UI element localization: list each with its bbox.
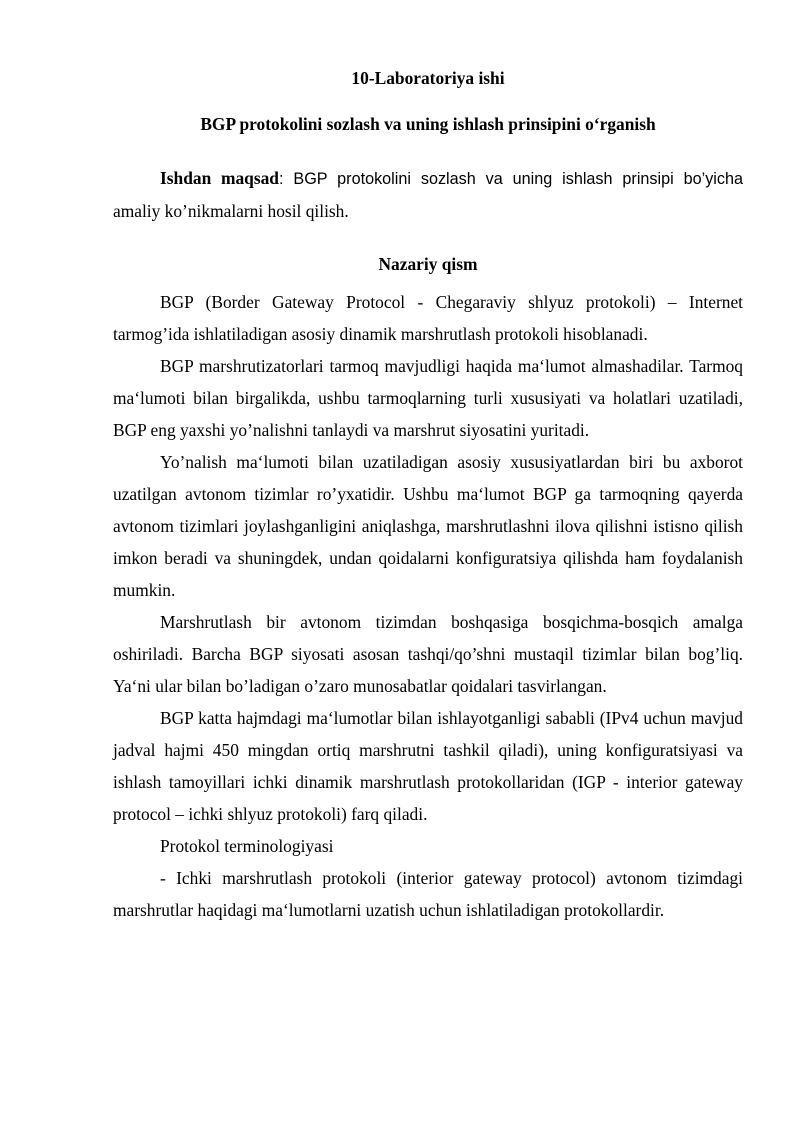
aim-separator: : <box>278 170 294 188</box>
paragraph-routing-steps: Marshrutlash bir avtonom tizimdan boshqasiga bosqichma-bosqich amalga oshiriladi. Barcha BGP siyosati asosan tashqi/qo’shni mustaqil tizimlar bilan bog’liq. Ya‘ni ular bilan bo’ladigan o’zaro munosabatlar qoidalari tasvirlangan. <box>113 612 743 696</box>
aim-paragraph <box>113 162 743 227</box>
document-page <box>113 64 743 926</box>
paragraph-bgp-routers: BGP marshrutizatorlari tarmoq mavjudligi haqida ma‘lumot almashadilar. Tarmoq ma‘lumoti bilan birgalikda, ushbu tarmoqlarning turli xususiyati va holatlari uzatiladi, BGP eng yaxshi yo’nalishni tanlaydi va marshrut siyosatini yuritadi. <box>113 356 743 440</box>
paragraph-terminology-heading: Protokol terminologiyasi <box>160 836 334 856</box>
paragraph-igp-definition: - Ichki marshrutlash protokoli (interior gateway protocol) avtonom tizimdagi marshrutlar haqidagi ma‘lumotlarni uzatish uchun ishlatiladigan protokollardir. <box>113 868 743 920</box>
paragraph-bgp-size: BGP katta hajmdagi ma‘lumotlar bilan ishlayotganligi sababli (IPv4 uchun mavjud jadval hajmi 450 mingdan ortiq marshrutni tashkil qiladi), uning konfiguratsiyasi va ishlash tamoyillari ichki dinamik marshrutlash protokollaridan (IGP - interior gateway protocol – ichki shlyuz protokoli) farq qiladi. <box>113 708 743 824</box>
aim-text: BGP protokolini sozlash va uning ishlash prinsipi bo’yicha <box>293 170 743 188</box>
document-subtitle: BGP protokolini sozlash va uning ishlash prinsipini o‘rganish <box>200 114 656 134</box>
section-heading: Nazariy qism <box>378 254 478 274</box>
aim-text-rest: amaliy ko’nikmalarni hosil qilish. <box>113 201 349 221</box>
aim-label: Ishdan maqsad <box>160 168 279 188</box>
paragraph-path-attributes: Yo’nalish ma‘lumoti bilan uzatiladigan asosiy xususiyatlardan biri bu axborot uzatilgan avtonom tizimlar ro’yxatidir. Ushbu ma‘lumot BGP ga tarmoqning qayerda avtonom tizimlari joylashganligini aniqlashga, marshrutlashni ilova qilishni istisno qilish imkon beradi va shuningdek, undan qoidalarni konfiguratsiya qilishda ham foydalanish mumkin. <box>113 452 743 600</box>
lab-title: 10-Laboratoriya ishi <box>351 68 505 88</box>
paragraph-bgp-definition: BGP (Border Gateway Protocol - Chegaraviy shlyuz protokoli) – Internet tarmog’ida ishlatiladigan asosiy dinamik marshrutlash protokoli hisoblanadi. <box>113 292 743 344</box>
